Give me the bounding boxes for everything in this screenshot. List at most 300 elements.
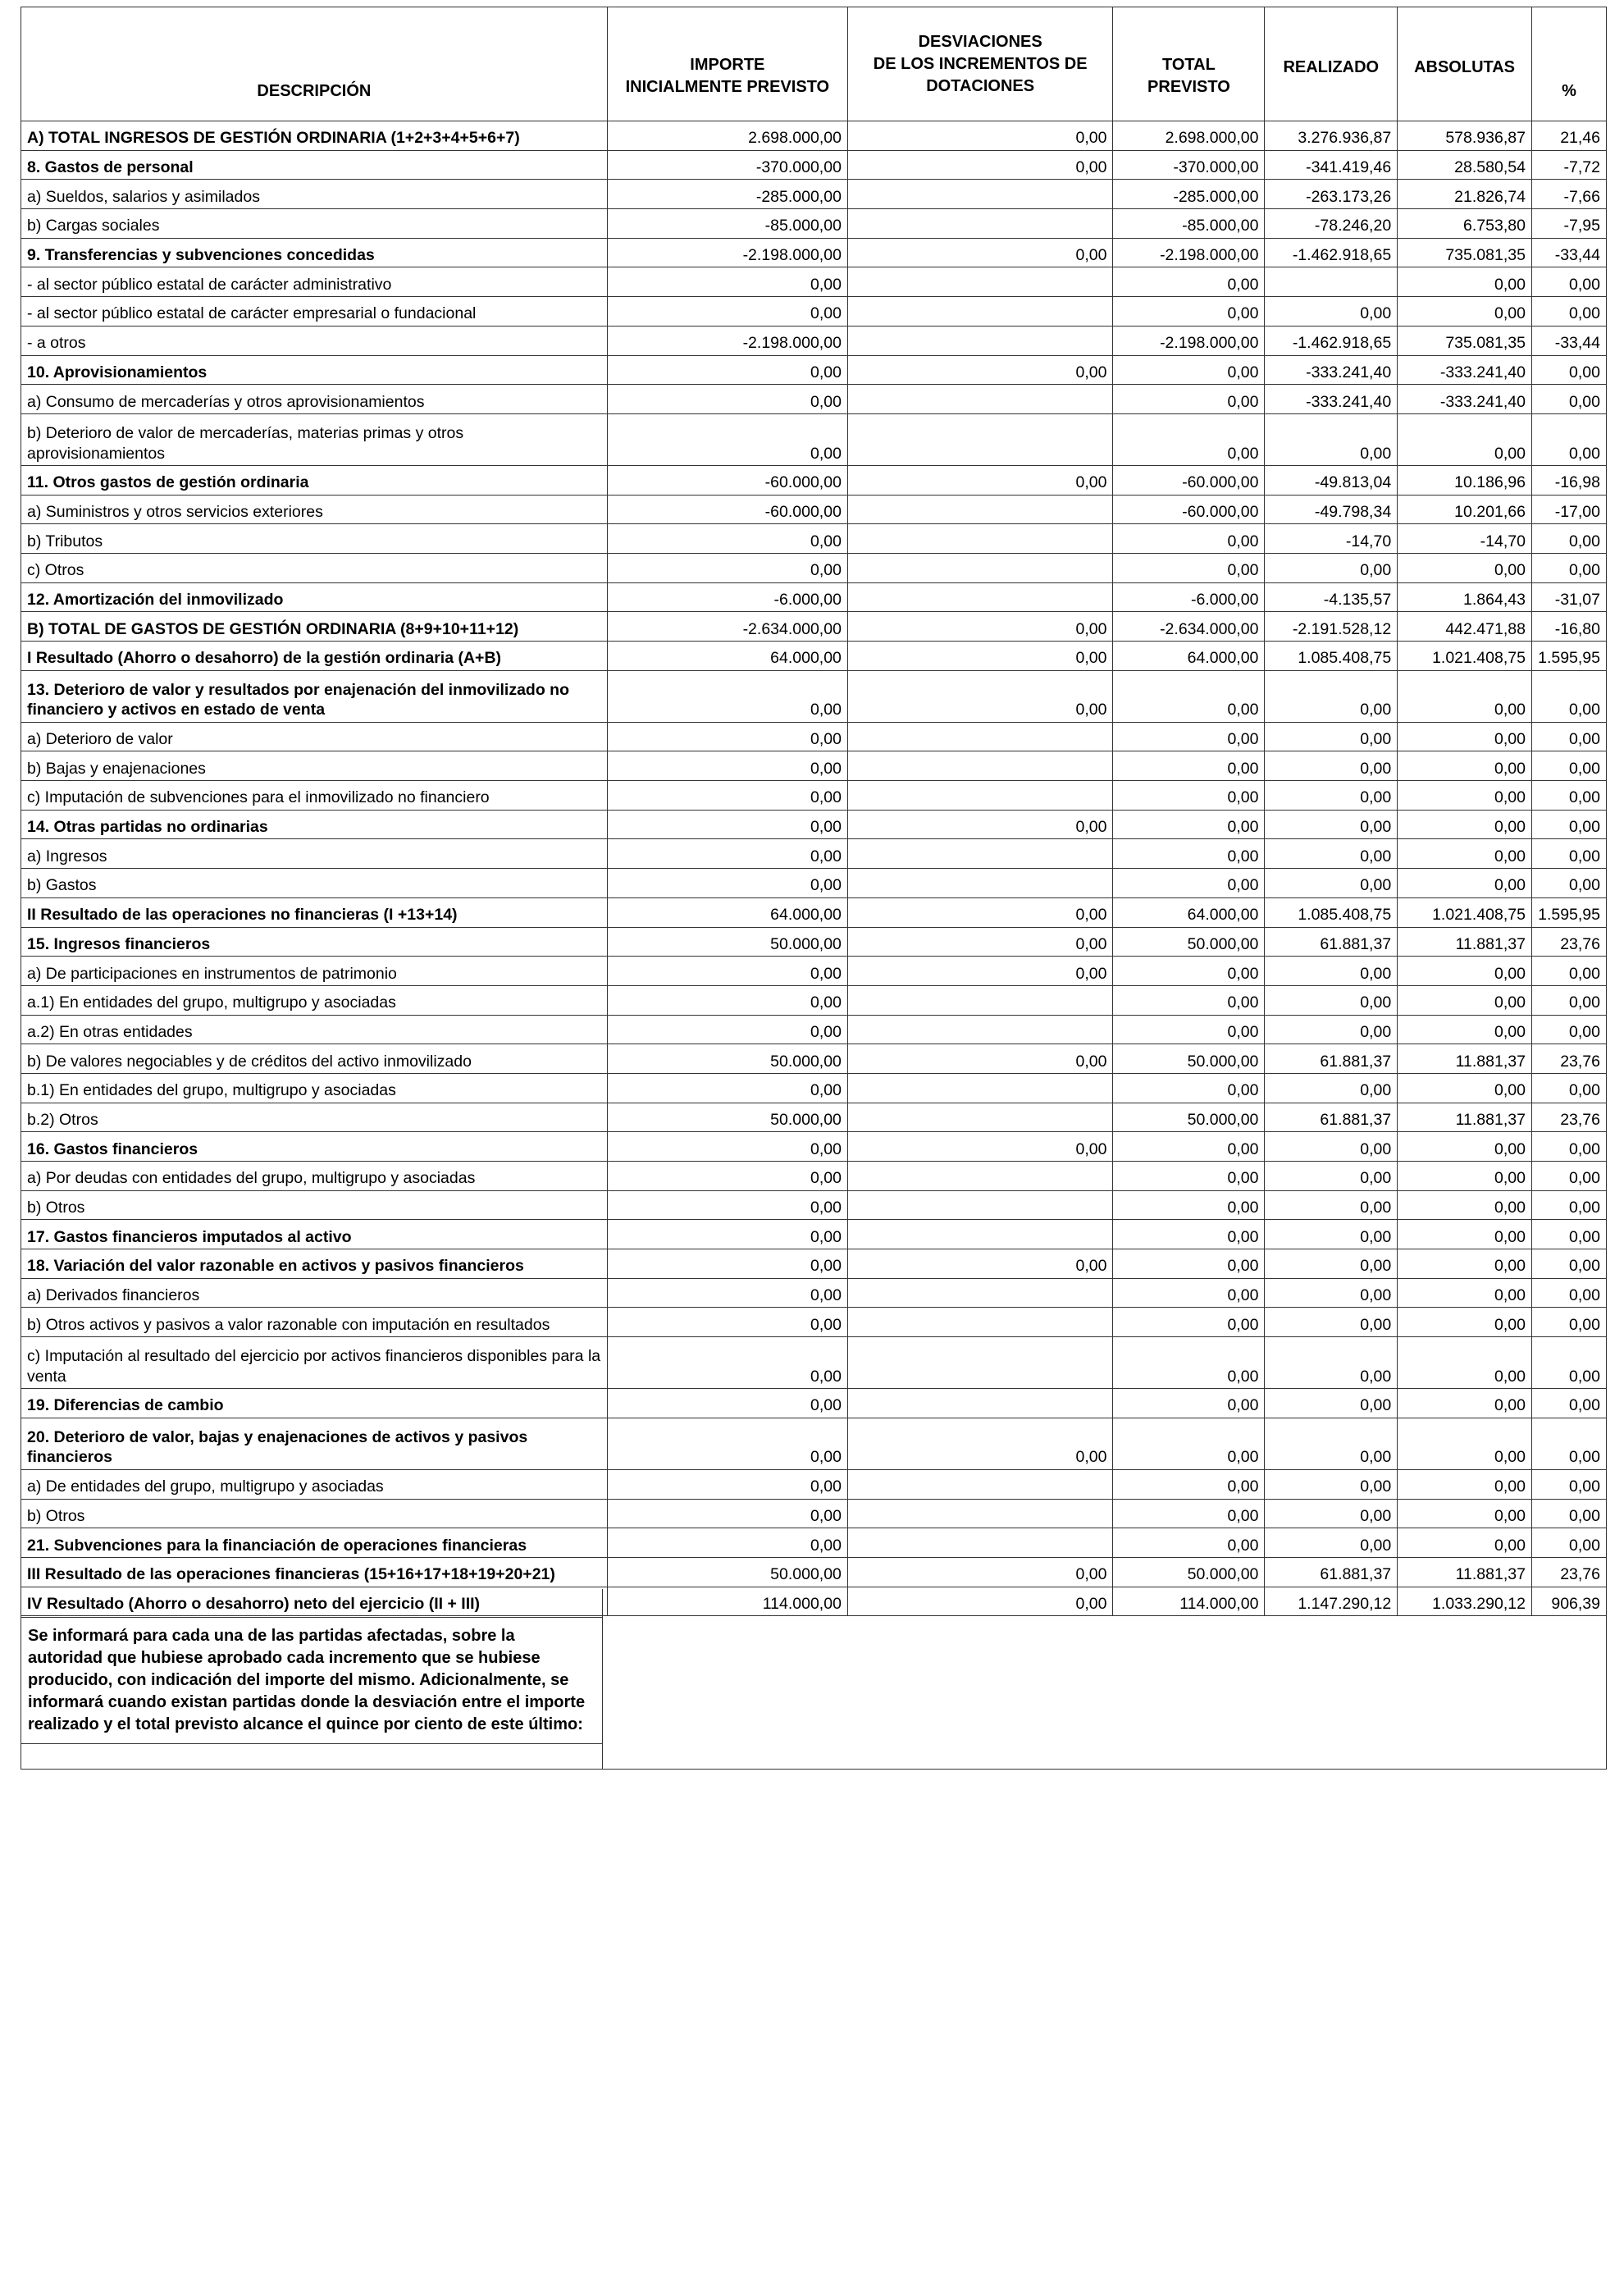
cell-absolutas: 0,00	[1398, 722, 1532, 751]
cell-pct: -7,72	[1531, 150, 1606, 180]
table-row	[21, 1389, 1607, 1418]
cell-importe: 0,00	[607, 810, 847, 839]
cell-total: 0,00	[1113, 1132, 1265, 1162]
cell-desviaciones	[847, 1528, 1113, 1558]
cell-total: 0,00	[1113, 1073, 1265, 1103]
header-descripcion: DESCRIPCIÓN	[21, 7, 608, 121]
cell-absolutas: 0,00	[1398, 1528, 1532, 1558]
cell-desviaciones: 0,00	[847, 121, 1113, 151]
cell-pct: 0,00	[1531, 413, 1606, 465]
cell-desviaciones	[847, 1389, 1113, 1418]
cell-absolutas: 0,00	[1398, 267, 1532, 297]
table-row	[21, 1103, 1607, 1132]
cell-realizado: 0,00	[1265, 1418, 1398, 1469]
cell-realizado: 0,00	[1265, 670, 1398, 722]
row-description: a.2) En otras entidades	[21, 1015, 608, 1044]
table-row	[21, 1557, 1607, 1587]
cell-importe: 64.000,00	[607, 642, 847, 671]
cell-absolutas: 0,00	[1398, 1469, 1532, 1499]
table-row	[21, 121, 1607, 151]
cell-importe: 0,00	[607, 781, 847, 811]
cell-pct: 0,00	[1531, 781, 1606, 811]
row-description: 16. Gastos financieros	[21, 1132, 608, 1162]
header-total: TOTAL PREVISTO	[1113, 7, 1265, 121]
cell-realizado: 0,00	[1265, 1499, 1398, 1528]
cell-total: 0,00	[1113, 957, 1265, 986]
row-description: c) Imputación de subvenciones para el inmovilizado no financiero	[21, 781, 608, 811]
cell-total: 0,00	[1113, 722, 1265, 751]
cell-realizado: 0,00	[1265, 957, 1398, 986]
table-row	[21, 1044, 1607, 1074]
cell-desviaciones	[847, 553, 1113, 582]
table-row	[21, 1469, 1607, 1499]
cell-importe: 0,00	[607, 1162, 847, 1191]
table-row	[21, 553, 1607, 582]
header-pct: %	[1531, 7, 1606, 121]
cell-importe: 0,00	[607, 1418, 847, 1469]
row-description: I Resultado (Ahorro o desahorro) de la gestión ordinaria (A+B)	[21, 642, 608, 671]
row-description: a) Ingresos	[21, 839, 608, 869]
cell-absolutas: 735.081,35	[1398, 238, 1532, 267]
cell-realizado: 0,00	[1265, 985, 1398, 1015]
cell-absolutas: 1.021.408,75	[1398, 897, 1532, 927]
cell-pct: 0,00	[1531, 553, 1606, 582]
row-description: 9. Transferencias y subvenciones concedidas	[21, 238, 608, 267]
cell-absolutas: -333.241,40	[1398, 385, 1532, 414]
cell-pct: 906,39	[1531, 1587, 1606, 1616]
cell-desviaciones	[847, 1073, 1113, 1103]
table-row	[21, 209, 1607, 239]
cell-importe: 0,00	[607, 869, 847, 898]
table-row	[21, 927, 1607, 957]
cell-desviaciones	[847, 839, 1113, 869]
table-row	[21, 1162, 1607, 1191]
row-description: b) Gastos	[21, 869, 608, 898]
cell-realizado: 0,00	[1265, 781, 1398, 811]
cell-total: 0,00	[1113, 553, 1265, 582]
table-row	[21, 355, 1607, 385]
row-description: a) Derivados financieros	[21, 1278, 608, 1308]
cell-desviaciones	[847, 1162, 1113, 1191]
table-row	[21, 267, 1607, 297]
cell-total: 64.000,00	[1113, 642, 1265, 671]
note-divider-bottom	[21, 1743, 602, 1744]
cell-desviaciones	[847, 297, 1113, 327]
cell-pct: 0,00	[1531, 1162, 1606, 1191]
cell-desviaciones	[847, 781, 1113, 811]
cell-pct: 0,00	[1531, 1278, 1606, 1308]
cell-total: 0,00	[1113, 524, 1265, 554]
cell-importe: 0,00	[607, 670, 847, 722]
table-row	[21, 413, 1607, 465]
cell-importe: 0,00	[607, 1528, 847, 1558]
cell-realizado: -1.462.918,65	[1265, 326, 1398, 355]
cell-realizado: 0,00	[1265, 553, 1398, 582]
note-divider-top	[21, 1617, 602, 1618]
cell-desviaciones: 0,00	[847, 810, 1113, 839]
cell-pct: 1.595,95	[1531, 897, 1606, 927]
table-row	[21, 1278, 1607, 1308]
cell-pct: -7,66	[1531, 180, 1606, 209]
cell-desviaciones	[847, 985, 1113, 1015]
cell-pct: 0,00	[1531, 1308, 1606, 1337]
cell-absolutas: 0,00	[1398, 1190, 1532, 1220]
row-description: a) De participaciones en instrumentos de patrimonio	[21, 957, 608, 986]
cell-realizado: 0,00	[1265, 1278, 1398, 1308]
cell-absolutas: 11.881,37	[1398, 927, 1532, 957]
cell-importe: -2.634.000,00	[607, 612, 847, 642]
cell-absolutas: -14,70	[1398, 524, 1532, 554]
cell-absolutas: 0,00	[1398, 957, 1532, 986]
table-row	[21, 957, 1607, 986]
cell-total: 0,00	[1113, 781, 1265, 811]
cell-pct: 0,00	[1531, 957, 1606, 986]
cell-realizado: -263.173,26	[1265, 180, 1398, 209]
cell-pct: -7,95	[1531, 209, 1606, 239]
row-description: b) Otros	[21, 1190, 608, 1220]
cell-total: 0,00	[1113, 1389, 1265, 1418]
table-row	[21, 1418, 1607, 1469]
row-description: 10. Aprovisionamientos	[21, 355, 608, 385]
cell-total: -285.000,00	[1113, 180, 1265, 209]
cell-importe: 0,00	[607, 385, 847, 414]
row-description: III Resultado de las operaciones financieras (15+16+17+18+19+20+21)	[21, 1557, 608, 1587]
cell-importe: 50.000,00	[607, 1557, 847, 1587]
cell-desviaciones	[847, 267, 1113, 297]
cell-absolutas: 735.081,35	[1398, 326, 1532, 355]
cell-pct: 0,00	[1531, 267, 1606, 297]
cell-realizado: 61.881,37	[1265, 1557, 1398, 1587]
cell-realizado: 0,00	[1265, 1132, 1398, 1162]
cell-absolutas: 1.033.290,12	[1398, 1587, 1532, 1616]
cell-desviaciones	[847, 1220, 1113, 1249]
cell-realizado: 1.147.290,12	[1265, 1587, 1398, 1616]
cell-absolutas: 0,00	[1398, 413, 1532, 465]
cell-total: -6.000,00	[1113, 582, 1265, 612]
cell-desviaciones: 0,00	[847, 1557, 1113, 1587]
cell-desviaciones	[847, 751, 1113, 781]
table-row	[21, 297, 1607, 327]
table-row	[21, 1499, 1607, 1528]
cell-importe: -370.000,00	[607, 150, 847, 180]
cell-importe: 0,00	[607, 722, 847, 751]
cell-total: 0,00	[1113, 385, 1265, 414]
row-description: b) Tributos	[21, 524, 608, 554]
cell-absolutas: 1.021.408,75	[1398, 642, 1532, 671]
table-row	[21, 781, 1607, 811]
cell-desviaciones: 0,00	[847, 465, 1113, 495]
header-realizado: REALIZADO	[1265, 7, 1398, 121]
table-row	[21, 722, 1607, 751]
cell-realizado: -341.419,46	[1265, 150, 1398, 180]
cell-total: 0,00	[1113, 985, 1265, 1015]
cell-realizado: -49.813,04	[1265, 465, 1398, 495]
cell-desviaciones	[847, 1015, 1113, 1044]
cell-total: 64.000,00	[1113, 897, 1265, 927]
cell-pct: 23,76	[1531, 1044, 1606, 1074]
cell-absolutas: 21.826,74	[1398, 180, 1532, 209]
row-description: 17. Gastos financieros imputados al activo	[21, 1220, 608, 1249]
cell-pct: 23,76	[1531, 927, 1606, 957]
cell-absolutas: 0,00	[1398, 1073, 1532, 1103]
cell-pct: 0,00	[1531, 751, 1606, 781]
cell-pct: 0,00	[1531, 839, 1606, 869]
cell-total: 0,00	[1113, 1278, 1265, 1308]
cell-importe: 0,00	[607, 751, 847, 781]
table-row	[21, 642, 1607, 671]
cell-total: -85.000,00	[1113, 209, 1265, 239]
table-row	[21, 385, 1607, 414]
cell-importe: 0,00	[607, 1249, 847, 1279]
cell-total: 0,00	[1113, 297, 1265, 327]
table-body	[21, 121, 1607, 1616]
cell-total: 0,00	[1113, 1418, 1265, 1469]
cell-pct: 0,00	[1531, 385, 1606, 414]
table-row	[21, 897, 1607, 927]
cell-importe: -2.198.000,00	[607, 238, 847, 267]
cell-desviaciones: 0,00	[847, 927, 1113, 957]
cell-absolutas: 0,00	[1398, 1220, 1532, 1249]
cell-pct: 0,00	[1531, 1337, 1606, 1389]
cell-importe: 0,00	[607, 355, 847, 385]
cell-absolutas: 578.936,87	[1398, 121, 1532, 151]
row-description: a) Deterioro de valor	[21, 722, 608, 751]
cell-total: 0,00	[1113, 670, 1265, 722]
note-box	[21, 1589, 1607, 1770]
cell-desviaciones	[847, 869, 1113, 898]
cell-absolutas: 0,00	[1398, 869, 1532, 898]
row-description: II Resultado de las operaciones no financieras (I +13+14)	[21, 897, 608, 927]
cell-realizado: 0,00	[1265, 1389, 1398, 1418]
cell-desviaciones: 0,00	[847, 238, 1113, 267]
cell-realizado: 61.881,37	[1265, 1103, 1398, 1132]
row-description: c) Otros	[21, 553, 608, 582]
cell-desviaciones	[847, 1103, 1113, 1132]
cell-pct: 0,00	[1531, 524, 1606, 554]
cell-realizado: 0,00	[1265, 1469, 1398, 1499]
cell-absolutas: 11.881,37	[1398, 1044, 1532, 1074]
cell-desviaciones	[847, 524, 1113, 554]
cell-importe: 0,00	[607, 1308, 847, 1337]
cell-desviaciones	[847, 722, 1113, 751]
row-description: a) Suministros y otros servicios exteriores	[21, 495, 608, 524]
cell-importe: 0,00	[607, 1469, 847, 1499]
header-absolutas: ABSOLUTAS	[1398, 7, 1532, 121]
row-description: 14. Otras partidas no ordinarias	[21, 810, 608, 839]
table-row	[21, 839, 1607, 869]
cell-pct: 21,46	[1531, 121, 1606, 151]
table-header-row	[21, 7, 1607, 121]
cell-pct: 0,00	[1531, 1528, 1606, 1558]
cell-total: -2.198.000,00	[1113, 326, 1265, 355]
row-description: 19. Diferencias de cambio	[21, 1389, 608, 1418]
cell-absolutas: 11.881,37	[1398, 1103, 1532, 1132]
cell-pct: -33,44	[1531, 326, 1606, 355]
cell-realizado: 0,00	[1265, 413, 1398, 465]
cell-total: 0,00	[1113, 1469, 1265, 1499]
row-description: 18. Variación del valor razonable en activos y pasivos financieros	[21, 1249, 608, 1279]
cell-desviaciones: 0,00	[847, 897, 1113, 927]
table-row	[21, 1132, 1607, 1162]
cell-total: 0,00	[1113, 267, 1265, 297]
cell-importe: 0,00	[607, 1220, 847, 1249]
row-description: 11. Otros gastos de gestión ordinaria	[21, 465, 608, 495]
header-importe: IMPORTE INICIALMENTE PREVISTO	[607, 7, 847, 121]
cell-pct: 0,00	[1531, 1499, 1606, 1528]
cell-importe: 0,00	[607, 1337, 847, 1389]
cell-total: 0,00	[1113, 413, 1265, 465]
row-description: a) Consumo de mercaderías y otros aprovisionamientos	[21, 385, 608, 414]
cell-pct: 0,00	[1531, 869, 1606, 898]
cell-pct: 0,00	[1531, 1220, 1606, 1249]
cell-desviaciones: 0,00	[847, 957, 1113, 986]
cell-pct: 0,00	[1531, 355, 1606, 385]
cell-total: 0,00	[1113, 1220, 1265, 1249]
cell-total: 0,00	[1113, 1190, 1265, 1220]
table-row	[21, 670, 1607, 722]
row-description: IV Resultado (Ahorro o desahorro) neto del ejercicio (II + III)	[21, 1587, 608, 1616]
cell-importe: 0,00	[607, 1278, 847, 1308]
cell-importe: 114.000,00	[607, 1587, 847, 1616]
cell-absolutas: 10.186,96	[1398, 465, 1532, 495]
row-description: b) Otros	[21, 1499, 608, 1528]
cell-desviaciones	[847, 582, 1113, 612]
cell-realizado: -49.798,34	[1265, 495, 1398, 524]
table-row	[21, 612, 1607, 642]
cell-importe: -60.000,00	[607, 495, 847, 524]
cell-absolutas: 0,00	[1398, 1132, 1532, 1162]
cell-pct: -33,44	[1531, 238, 1606, 267]
cell-realizado: 0,00	[1265, 751, 1398, 781]
cell-importe: -285.000,00	[607, 180, 847, 209]
cell-importe: 0,00	[607, 413, 847, 465]
header-desviaciones: DESVIACIONES DE LOS INCREMENTOS DE DOTACIONES	[847, 7, 1113, 121]
cell-absolutas: 0,00	[1398, 297, 1532, 327]
cell-absolutas: 0,00	[1398, 1162, 1532, 1191]
cell-total: -2.198.000,00	[1113, 238, 1265, 267]
table-row	[21, 582, 1607, 612]
cell-realizado: 1.085.408,75	[1265, 642, 1398, 671]
cell-importe: 0,00	[607, 1389, 847, 1418]
cell-importe: 0,00	[607, 1499, 847, 1528]
cell-pct: 0,00	[1531, 985, 1606, 1015]
cell-total: 0,00	[1113, 355, 1265, 385]
cell-realizado: 0,00	[1265, 1162, 1398, 1191]
cell-realizado: 0,00	[1265, 1249, 1398, 1279]
cell-desviaciones	[847, 413, 1113, 465]
cell-importe: 0,00	[607, 1190, 847, 1220]
table-row	[21, 326, 1607, 355]
cell-realizado	[1265, 267, 1398, 297]
cell-desviaciones: 0,00	[847, 150, 1113, 180]
table-row	[21, 1220, 1607, 1249]
row-description: 12. Amortización del inmovilizado	[21, 582, 608, 612]
cell-total: 0,00	[1113, 1528, 1265, 1558]
cell-realizado: -1.462.918,65	[1265, 238, 1398, 267]
cell-desviaciones	[847, 1337, 1113, 1389]
row-description: c) Imputación al resultado del ejercicio por activos financieros disponibles para la venta	[21, 1337, 608, 1389]
cell-absolutas: 0,00	[1398, 1418, 1532, 1469]
cell-total: 50.000,00	[1113, 1557, 1265, 1587]
cell-absolutas: 442.471,88	[1398, 612, 1532, 642]
cell-desviaciones: 0,00	[847, 670, 1113, 722]
cell-realizado: -333.241,40	[1265, 385, 1398, 414]
cell-absolutas: 28.580,54	[1398, 150, 1532, 180]
cell-absolutas: 11.881,37	[1398, 1557, 1532, 1587]
table-row	[21, 150, 1607, 180]
cell-pct: 0,00	[1531, 1389, 1606, 1418]
cell-total: 0,00	[1113, 751, 1265, 781]
cell-desviaciones	[847, 1499, 1113, 1528]
cell-pct: 1.595,95	[1531, 642, 1606, 671]
cell-total: 0,00	[1113, 1249, 1265, 1279]
cell-desviaciones	[847, 1308, 1113, 1337]
cell-total: 50.000,00	[1113, 1044, 1265, 1074]
table-row	[21, 1015, 1607, 1044]
cell-realizado: 0,00	[1265, 1190, 1398, 1220]
cell-desviaciones	[847, 1190, 1113, 1220]
table-row	[21, 238, 1607, 267]
cell-importe: 0,00	[607, 1073, 847, 1103]
cell-absolutas: 0,00	[1398, 1249, 1532, 1279]
table-row	[21, 524, 1607, 554]
cell-importe: -60.000,00	[607, 465, 847, 495]
cell-total: -60.000,00	[1113, 495, 1265, 524]
table-row	[21, 495, 1607, 524]
cell-desviaciones	[847, 209, 1113, 239]
cell-pct: 23,76	[1531, 1557, 1606, 1587]
cell-pct: 0,00	[1531, 670, 1606, 722]
row-description: 21. Subvenciones para la financiación de operaciones financieras	[21, 1528, 608, 1558]
cell-desviaciones	[847, 385, 1113, 414]
cell-importe: -6.000,00	[607, 582, 847, 612]
cell-realizado: 0,00	[1265, 1220, 1398, 1249]
cell-importe: 0,00	[607, 524, 847, 554]
cell-realizado: -333.241,40	[1265, 355, 1398, 385]
table-row	[21, 1190, 1607, 1220]
cell-absolutas: 0,00	[1398, 1389, 1532, 1418]
cell-realizado: 1.085.408,75	[1265, 897, 1398, 927]
cell-importe: 0,00	[607, 297, 847, 327]
cell-desviaciones	[847, 180, 1113, 209]
cell-importe: 0,00	[607, 985, 847, 1015]
cell-importe: -2.198.000,00	[607, 326, 847, 355]
cell-absolutas: 0,00	[1398, 553, 1532, 582]
table-row	[21, 465, 1607, 495]
cell-total: 0,00	[1113, 1015, 1265, 1044]
table-row	[21, 180, 1607, 209]
cell-total: 114.000,00	[1113, 1587, 1265, 1616]
cell-realizado: 0,00	[1265, 722, 1398, 751]
cell-importe: 50.000,00	[607, 1044, 847, 1074]
cell-pct: -16,80	[1531, 612, 1606, 642]
cell-absolutas: 0,00	[1398, 1308, 1532, 1337]
table-row	[21, 1528, 1607, 1558]
cell-pct: 0,00	[1531, 1418, 1606, 1469]
cell-realizado: -78.246,20	[1265, 209, 1398, 239]
cell-realizado: 61.881,37	[1265, 1044, 1398, 1074]
cell-realizado: -4.135,57	[1265, 582, 1398, 612]
cell-total: -2.634.000,00	[1113, 612, 1265, 642]
row-description: 15. Ingresos financieros	[21, 927, 608, 957]
cell-absolutas: 0,00	[1398, 751, 1532, 781]
cell-importe: 0,00	[607, 957, 847, 986]
cell-importe: 2.698.000,00	[607, 121, 847, 151]
cell-total: 0,00	[1113, 1162, 1265, 1191]
row-description: b) De valores negociables y de créditos del activo inmovilizado	[21, 1044, 608, 1074]
cell-total: 2.698.000,00	[1113, 121, 1265, 151]
table-row	[21, 1073, 1607, 1103]
